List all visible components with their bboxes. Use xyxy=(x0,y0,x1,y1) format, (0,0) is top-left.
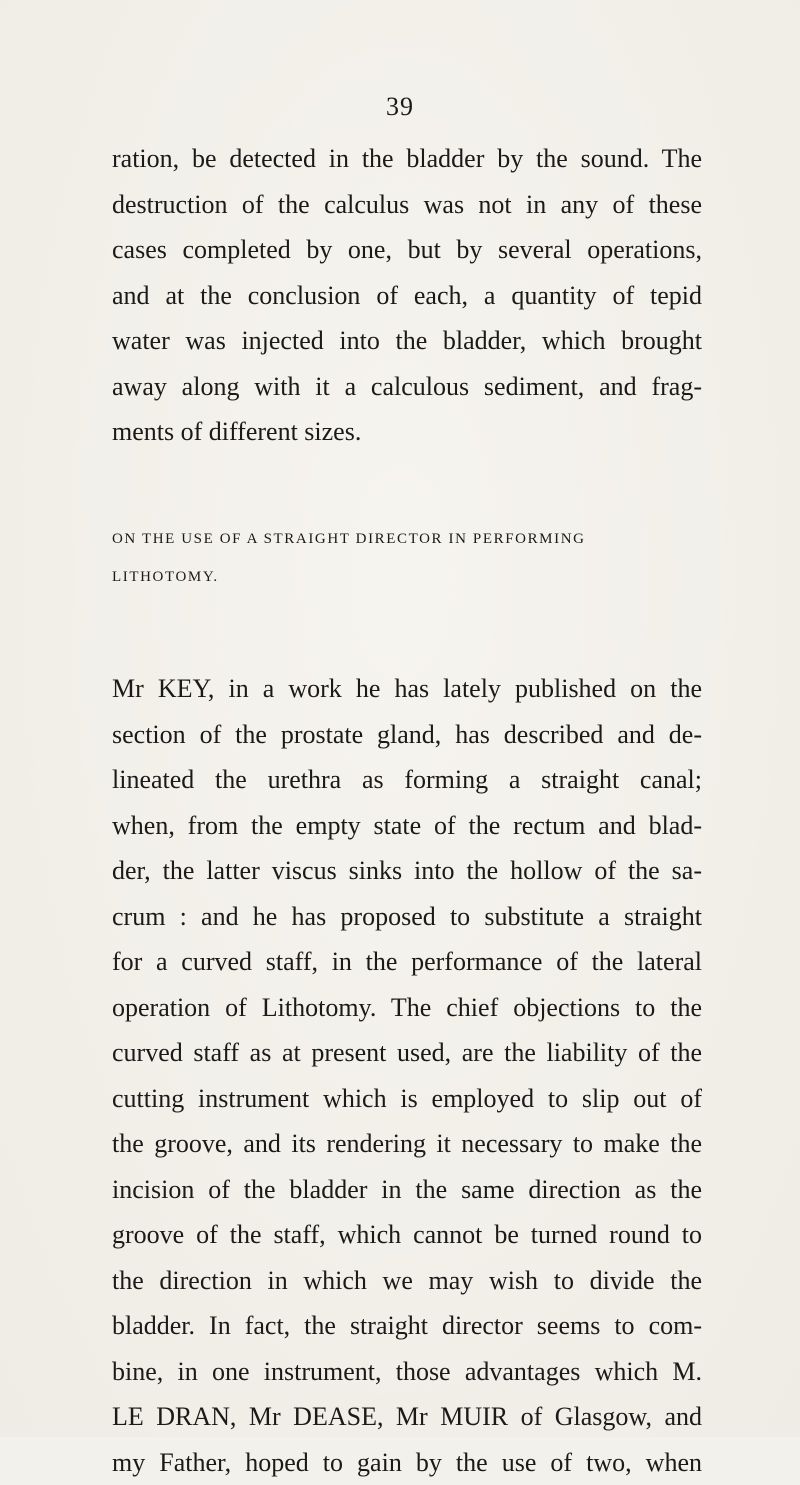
heading-line: LITHOTOMY. xyxy=(112,569,219,586)
text-line: for a curved staff, in the performance of the lateral xyxy=(112,939,702,985)
text-line: the groove, and its rendering it necessary to make the xyxy=(112,1121,702,1167)
text-line: operation of Lithotomy. The chief objections to the xyxy=(112,985,702,1031)
text-line: the direction in which we may wish to divide the xyxy=(112,1258,702,1304)
text-line: away along with it a calculous sediment, and frag- xyxy=(112,364,702,410)
text-line: cutting instrument which is employed to slip out of xyxy=(112,1076,702,1122)
text-line: bine, in one instrument, those advantages which M. xyxy=(112,1349,702,1395)
text-line: water was injected into the bladder, which brought xyxy=(112,318,702,364)
text-line: when, from the empty state of the rectum and blad- xyxy=(112,803,702,849)
text-line: destruction of the calculus was not in any of these xyxy=(112,182,702,228)
text-line: ration, be detected in the bladder by the sound. The xyxy=(112,136,702,182)
text-line: and at the conclusion of each, a quantity of tepid xyxy=(112,273,702,319)
text-line: Mr KEY, in a work he has lately published on the xyxy=(112,666,702,712)
paragraph-1 xyxy=(112,136,702,455)
text-line: LE DRAN, Mr DEASE, Mr MUIR of Glasgow, and xyxy=(112,1394,702,1440)
text-line: groove of the staff, which cannot be turned round to xyxy=(112,1212,702,1258)
heading-line: ON THE USE OF A STRAIGHT DIRECTOR IN PERFORMING xyxy=(112,531,586,548)
text-line: ments of different sizes. xyxy=(112,409,702,455)
text-line: incision of the bladder in the same direction as the xyxy=(112,1167,702,1213)
text-line: crum : and he has proposed to substitute a straight xyxy=(112,894,702,940)
text-line: curved staff as at present used, are the liability of the xyxy=(112,1030,702,1076)
text-line: cases completed by one, but by several operations, xyxy=(112,227,702,273)
text-line: my Father, hoped to gain by the use of two, when xyxy=(112,1440,702,1485)
text-line: bladder. In fact, the straight director seems to com- xyxy=(112,1303,702,1349)
paragraph-2 xyxy=(112,666,702,1485)
page-number: 39 xyxy=(0,92,800,122)
text-line: der, the latter viscus sinks into the hollow of the sa- xyxy=(112,848,702,894)
text-line: section of the prostate gland, has described and de- xyxy=(112,712,702,758)
text-line: lineated the urethra as forming a straight canal; xyxy=(112,757,702,803)
